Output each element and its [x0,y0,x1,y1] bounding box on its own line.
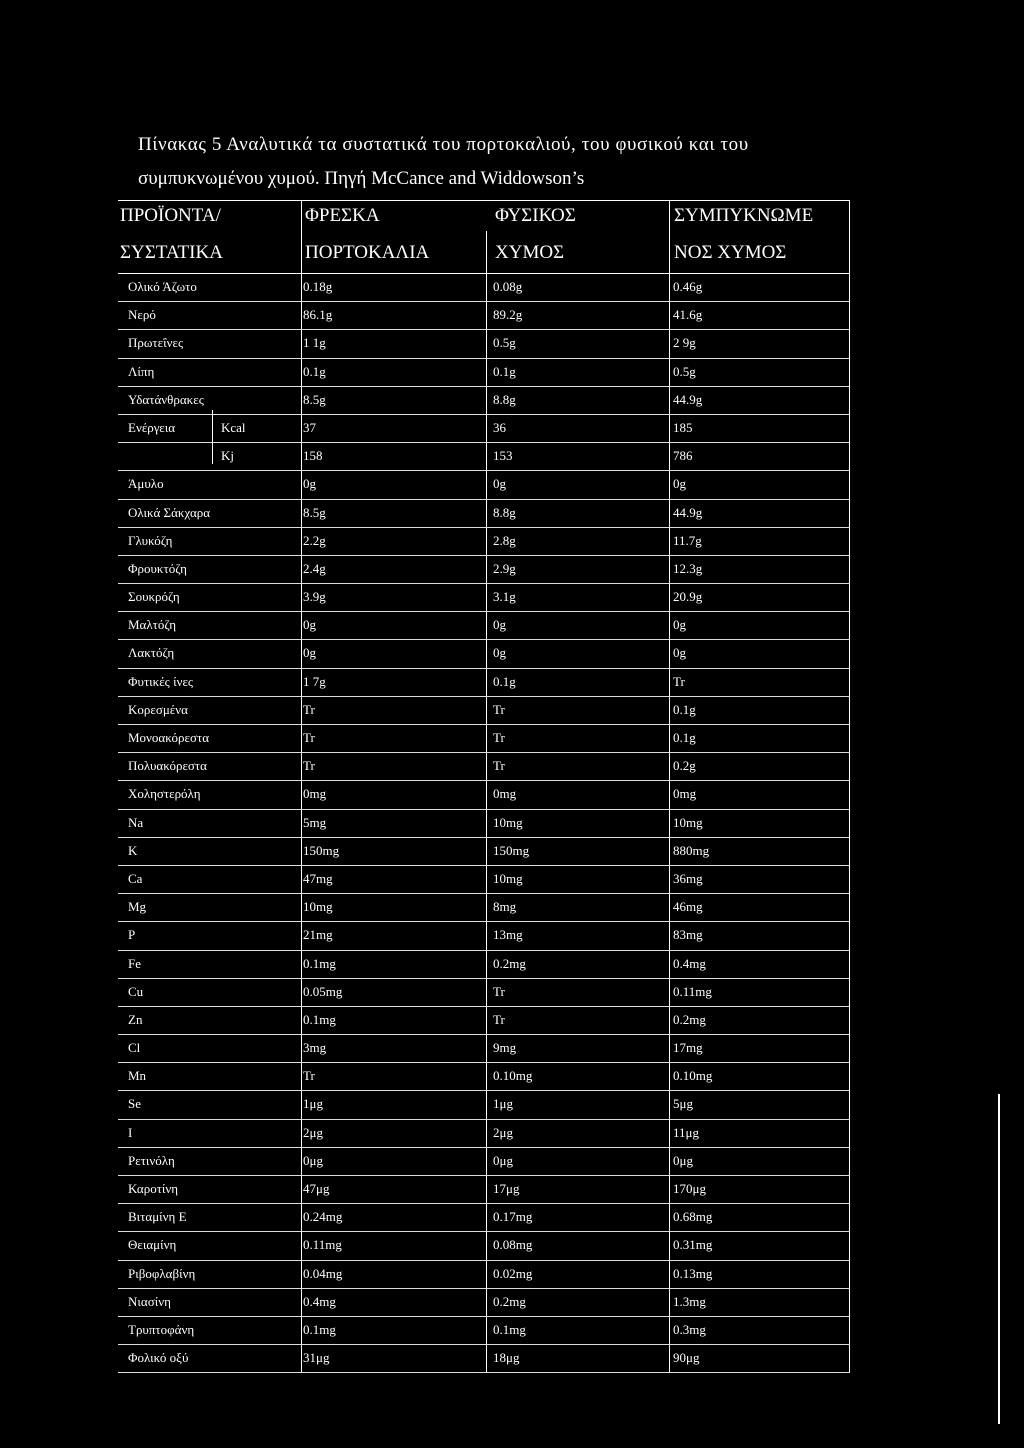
cell-name: Λακτόζη [128,645,175,661]
cell-v2: 9mg [493,1040,517,1056]
caption-line-1: Πίνακας 5 Αναλυτικά τα συστατικά του πορτοκαλιού, του φυσικού και του [138,134,749,155]
cell-v1: 47μg [303,1181,330,1196]
cell-v2: 0.08mg [493,1237,533,1253]
cell-v1: 0.24mg [303,1209,343,1225]
cell-v1: 21mg [303,927,333,943]
table-row [118,753,850,781]
cell-v3: 11μg [673,1124,699,1140]
cell-v2: 0.10mg [493,1068,533,1084]
table-row [118,1035,850,1063]
cell-v1: 10mg [303,899,333,915]
cell-v3: 2 9g [673,335,696,351]
cell-v1: 3.9g [303,589,326,605]
table-row [118,922,850,950]
cell-v1: Tr [303,701,315,717]
cell-v3: 0.3mg [673,1321,706,1337]
cell-v1: 31μg [303,1350,330,1366]
cell-v2: 2.9g [493,560,516,576]
cell-v2: 0.5g [493,335,516,351]
cell-v2: 10mg [493,870,523,886]
cell-v2: Tr [493,983,505,999]
header-fresh-line2: ΠΟΡΤΟΚΑΛΙΑ [305,242,430,263]
cell-v3: 36mg [673,870,703,886]
header-products-line2: ΣΥΣΤΑΤΙΚΑ [120,242,223,263]
cell-v3: 786 [673,448,693,464]
cell-name: Mn [128,1068,147,1084]
cell-v3: 0g [673,476,686,492]
cell-v3: 0mg [673,786,697,802]
cell-v3: 12.3g [673,560,703,576]
cell-v2: 3.1g [493,589,516,605]
table-row [118,1063,850,1091]
cell-v1: 0.1g [303,363,326,379]
cell-name: Πρωτεΐνες [128,335,184,351]
table-row [118,415,850,443]
cell-v2: 150mg [493,842,530,858]
cell-v2: 0.1g [493,363,516,379]
cell-v2: 17μg [493,1181,520,1196]
cell-v1: 86.1g [303,307,333,323]
cell-v3: 0.4mg [673,955,706,971]
header-products [118,201,301,273]
cell-name: Fe [128,955,141,971]
cell-v2: 13mg [493,927,523,943]
cell-v3: 11.7g [673,532,702,548]
cell-v2: 2μg [493,1124,513,1140]
header-concentrated-line2: ΝΟΣ ΧΥΜΟΣ [674,242,787,263]
cell-v3: 46mg [673,899,703,915]
cell-v3: 0.46g [673,279,703,294]
cell-name: Θειαμίνη [128,1237,177,1253]
cell-v2: 0.02mg [493,1265,533,1281]
table-row [118,387,850,415]
table-row [118,302,850,330]
cell-name: Μαλτόζη [128,617,177,633]
cell-v1: 158 [303,448,323,464]
cell-name: Ολικά Σάκχαρα [128,504,211,520]
table-row [118,781,850,809]
cell-sub: Kj [221,448,234,464]
cell-v1: 0μg [303,1152,323,1168]
cell-v2: 153 [493,448,513,464]
cell-name: Νερό [128,307,156,323]
table-row [118,1176,850,1204]
cell-v3: 90μg [673,1350,700,1366]
cell-v3: 0.13mg [673,1265,713,1281]
cell-v1: 37 [303,419,316,435]
cell-name: Zn [128,1011,143,1027]
cell-name: Μονοακόρεστα [128,730,210,745]
table-row [118,1204,850,1232]
cell-v3: 185 [673,419,693,435]
cell-name: Na [128,814,144,830]
cell-name: I [128,1124,133,1140]
table-row [118,951,850,979]
table-row [118,528,850,556]
cell-name: Γλυκόζη [128,532,173,548]
cell-v1: 150mg [303,842,340,858]
cell-v2: Tr [493,730,505,745]
cell-name: Se [128,1096,141,1112]
cell-v1: 0.05mg [303,983,343,999]
cell-v3: 0.1g [673,730,696,745]
cell-v3: 0.10mg [673,1068,713,1084]
cell-v2: 0.08g [493,279,523,294]
cell-v3: 0.1g [673,701,696,717]
cell-v1: 0g [303,645,316,661]
cell-v1: 2.2g [303,532,326,548]
cell-name: Χοληστερόλη [128,786,201,802]
cell-v1: 0.1mg [303,955,336,971]
cell-v2: 1μg [493,1096,513,1112]
cell-name: Cl [128,1040,141,1056]
cell-name: Πολυακόρεστα [128,758,207,774]
cell-v1: 0g [303,617,316,633]
cell-v3: 0g [673,617,686,633]
table-row [118,500,850,528]
cell-v2: 2.8g [493,532,516,548]
cell-v1: 5mg [303,814,327,830]
cell-v2: 8.8g [493,504,516,520]
cell-v1: Tr [303,758,315,774]
caption-line-2: συμπυκνωμένου χυμού. Πηγή McCance and Widdowson’s [138,168,585,189]
table-row [118,979,850,1007]
cell-name: Cu [128,983,144,999]
cell-v2: 0.1g [493,673,516,689]
table-row [118,274,850,302]
cell-v3: 17mg [673,1040,703,1056]
cell-v1: 8.5g [303,391,326,407]
table-row [118,1345,850,1373]
cell-name: Καροτίνη [128,1181,179,1196]
table-row [118,894,850,922]
cell-v2: 89.2g [493,307,523,323]
table-row [118,556,850,584]
cell-v3: 0.11mg [673,983,712,999]
cell-v3: 0g [673,645,686,661]
header-products-line1: ΠΡΟΪΟΝΤΑ/ [120,205,221,226]
cell-name: Φρουκτόζη [128,560,187,576]
header-concentrated-line1: ΣΥΜΠΥΚΝΩΜΕ [674,205,814,226]
table-row [118,1091,850,1119]
cell-v2: 0μg [493,1152,513,1168]
nutrition-table [118,200,850,1373]
table-row [118,443,850,471]
header-fresh-line1: ΦΡΕΣΚΑ [305,205,380,226]
cell-v1: 1 7g [303,673,326,689]
cell-name: Mg [128,899,147,915]
cell-name: K [128,842,138,858]
cell-name: Σουκρόζη [128,589,180,605]
cell-v1: 0.04mg [303,1265,343,1281]
table-row [118,1232,850,1260]
cell-v3: 170μg [673,1181,706,1196]
table-row [118,612,850,640]
cell-v1: 0g [303,476,316,492]
table-row [118,1148,850,1176]
cell-name: Νιασίνη [128,1293,171,1309]
table-row [118,471,850,499]
cell-v3: 0.2g [673,758,696,774]
cell-v3: 880mg [673,842,710,858]
cell-v3: 83mg [673,927,703,943]
cell-v3: 41.6g [673,307,703,323]
cell-v3: 44.9g [673,391,703,407]
table-row [118,669,850,697]
header-natural-line1: ΦΥΣΙΚΟΣ [495,205,576,226]
cell-v1: 0.11mg [303,1237,342,1253]
cell-v3: 0.68mg [673,1209,713,1225]
cell-name: Κορεσμένα [128,701,188,717]
cell-v3: 0.2mg [673,1011,706,1027]
cell-v2: 10mg [493,814,523,830]
cell-v1: Tr [303,730,315,745]
table-header [118,200,850,274]
table-row [118,330,850,358]
cell-name: Βιταμίνη Ε [128,1209,187,1225]
header-natural-line2: ΧΥΜΟΣ [495,242,565,263]
cell-name: Λίπη [128,363,155,379]
cell-name: Ενέργεια [128,419,176,435]
cell-name: Τρυπτοφάνη [128,1321,195,1337]
table-row [118,1120,850,1148]
cell-name: Φολικό οξύ [128,1350,189,1366]
cell-v2: 36 [493,419,506,435]
table-row [118,1289,850,1317]
cell-v1: 0.18g [303,279,333,294]
table-row [118,725,850,753]
cell-v2: 0g [493,476,506,492]
cell-v1: 8.5g [303,504,326,520]
cell-v2: Tr [493,1011,505,1027]
cell-v2: 8mg [493,899,517,915]
cell-v2: 8.8g [493,391,516,407]
cell-v1: 0mg [303,786,327,802]
table-row [118,810,850,838]
cell-v2: 0g [493,645,506,661]
table-row [118,584,850,612]
margin-line [998,1094,1000,1424]
table-row [118,640,850,668]
cell-v2: 0.2mg [493,1293,526,1309]
cell-name: Υδατάνθρακες [128,391,204,407]
cell-v1: 2.4g [303,560,326,576]
cell-v2: 0.17mg [493,1209,533,1225]
cell-v2: Tr [493,758,505,774]
cell-v2: 0.2mg [493,955,526,971]
cell-v2: 0g [493,617,506,633]
cell-v1: 47mg [303,870,333,886]
cell-v3: 0.5g [673,363,696,379]
table-body [118,274,850,1373]
cell-v1: 0.1mg [303,1011,336,1027]
cell-sub: Kcal [221,419,246,435]
table-caption [138,128,858,196]
cell-v1: 1 1g [303,335,326,351]
table-row [118,838,850,866]
cell-name: Ολικό Άζωτο [128,279,197,294]
cell-v1: 0.4mg [303,1293,336,1309]
cell-v1: 0.1mg [303,1321,336,1337]
cell-v2: Tr [493,701,505,717]
cell-v3: 10mg [673,814,703,830]
cell-v3: 0μg [673,1152,693,1168]
cell-v1: 2μg [303,1124,323,1140]
cell-name: Ca [128,870,143,886]
table-row [118,359,850,387]
header-concentrated-juice [671,201,850,273]
cell-v3: 20.9g [673,589,703,605]
cell-name: Ρετινόλη [128,1152,175,1168]
cell-name: Φυτικές ίνες [128,673,194,689]
cell-v3: 0.31mg [673,1237,713,1253]
cell-v3: Tr [673,673,685,689]
table-row [118,697,850,725]
cell-v3: 5μg [673,1096,693,1112]
header-natural-juice [491,201,671,273]
energy-divider [212,410,213,464]
header-fresh-oranges [301,201,491,273]
cell-v1: Tr [303,1068,315,1084]
cell-v3: 1.3mg [673,1293,706,1309]
cell-v1: 1μg [303,1096,323,1112]
table-row [118,866,850,894]
table-row [118,1317,850,1345]
cell-v3: 44.9g [673,504,703,520]
cell-v1: 3mg [303,1040,327,1056]
cell-name: Ριβοφλαβίνη [128,1265,196,1281]
cell-name: Άμυλο [128,476,164,492]
table-row [118,1007,850,1035]
cell-name: P [128,927,136,943]
cell-v2: 18μg [493,1350,520,1366]
cell-v2: 0mg [493,786,517,802]
cell-v2: 0.1mg [493,1321,526,1337]
table-row [118,1261,850,1289]
